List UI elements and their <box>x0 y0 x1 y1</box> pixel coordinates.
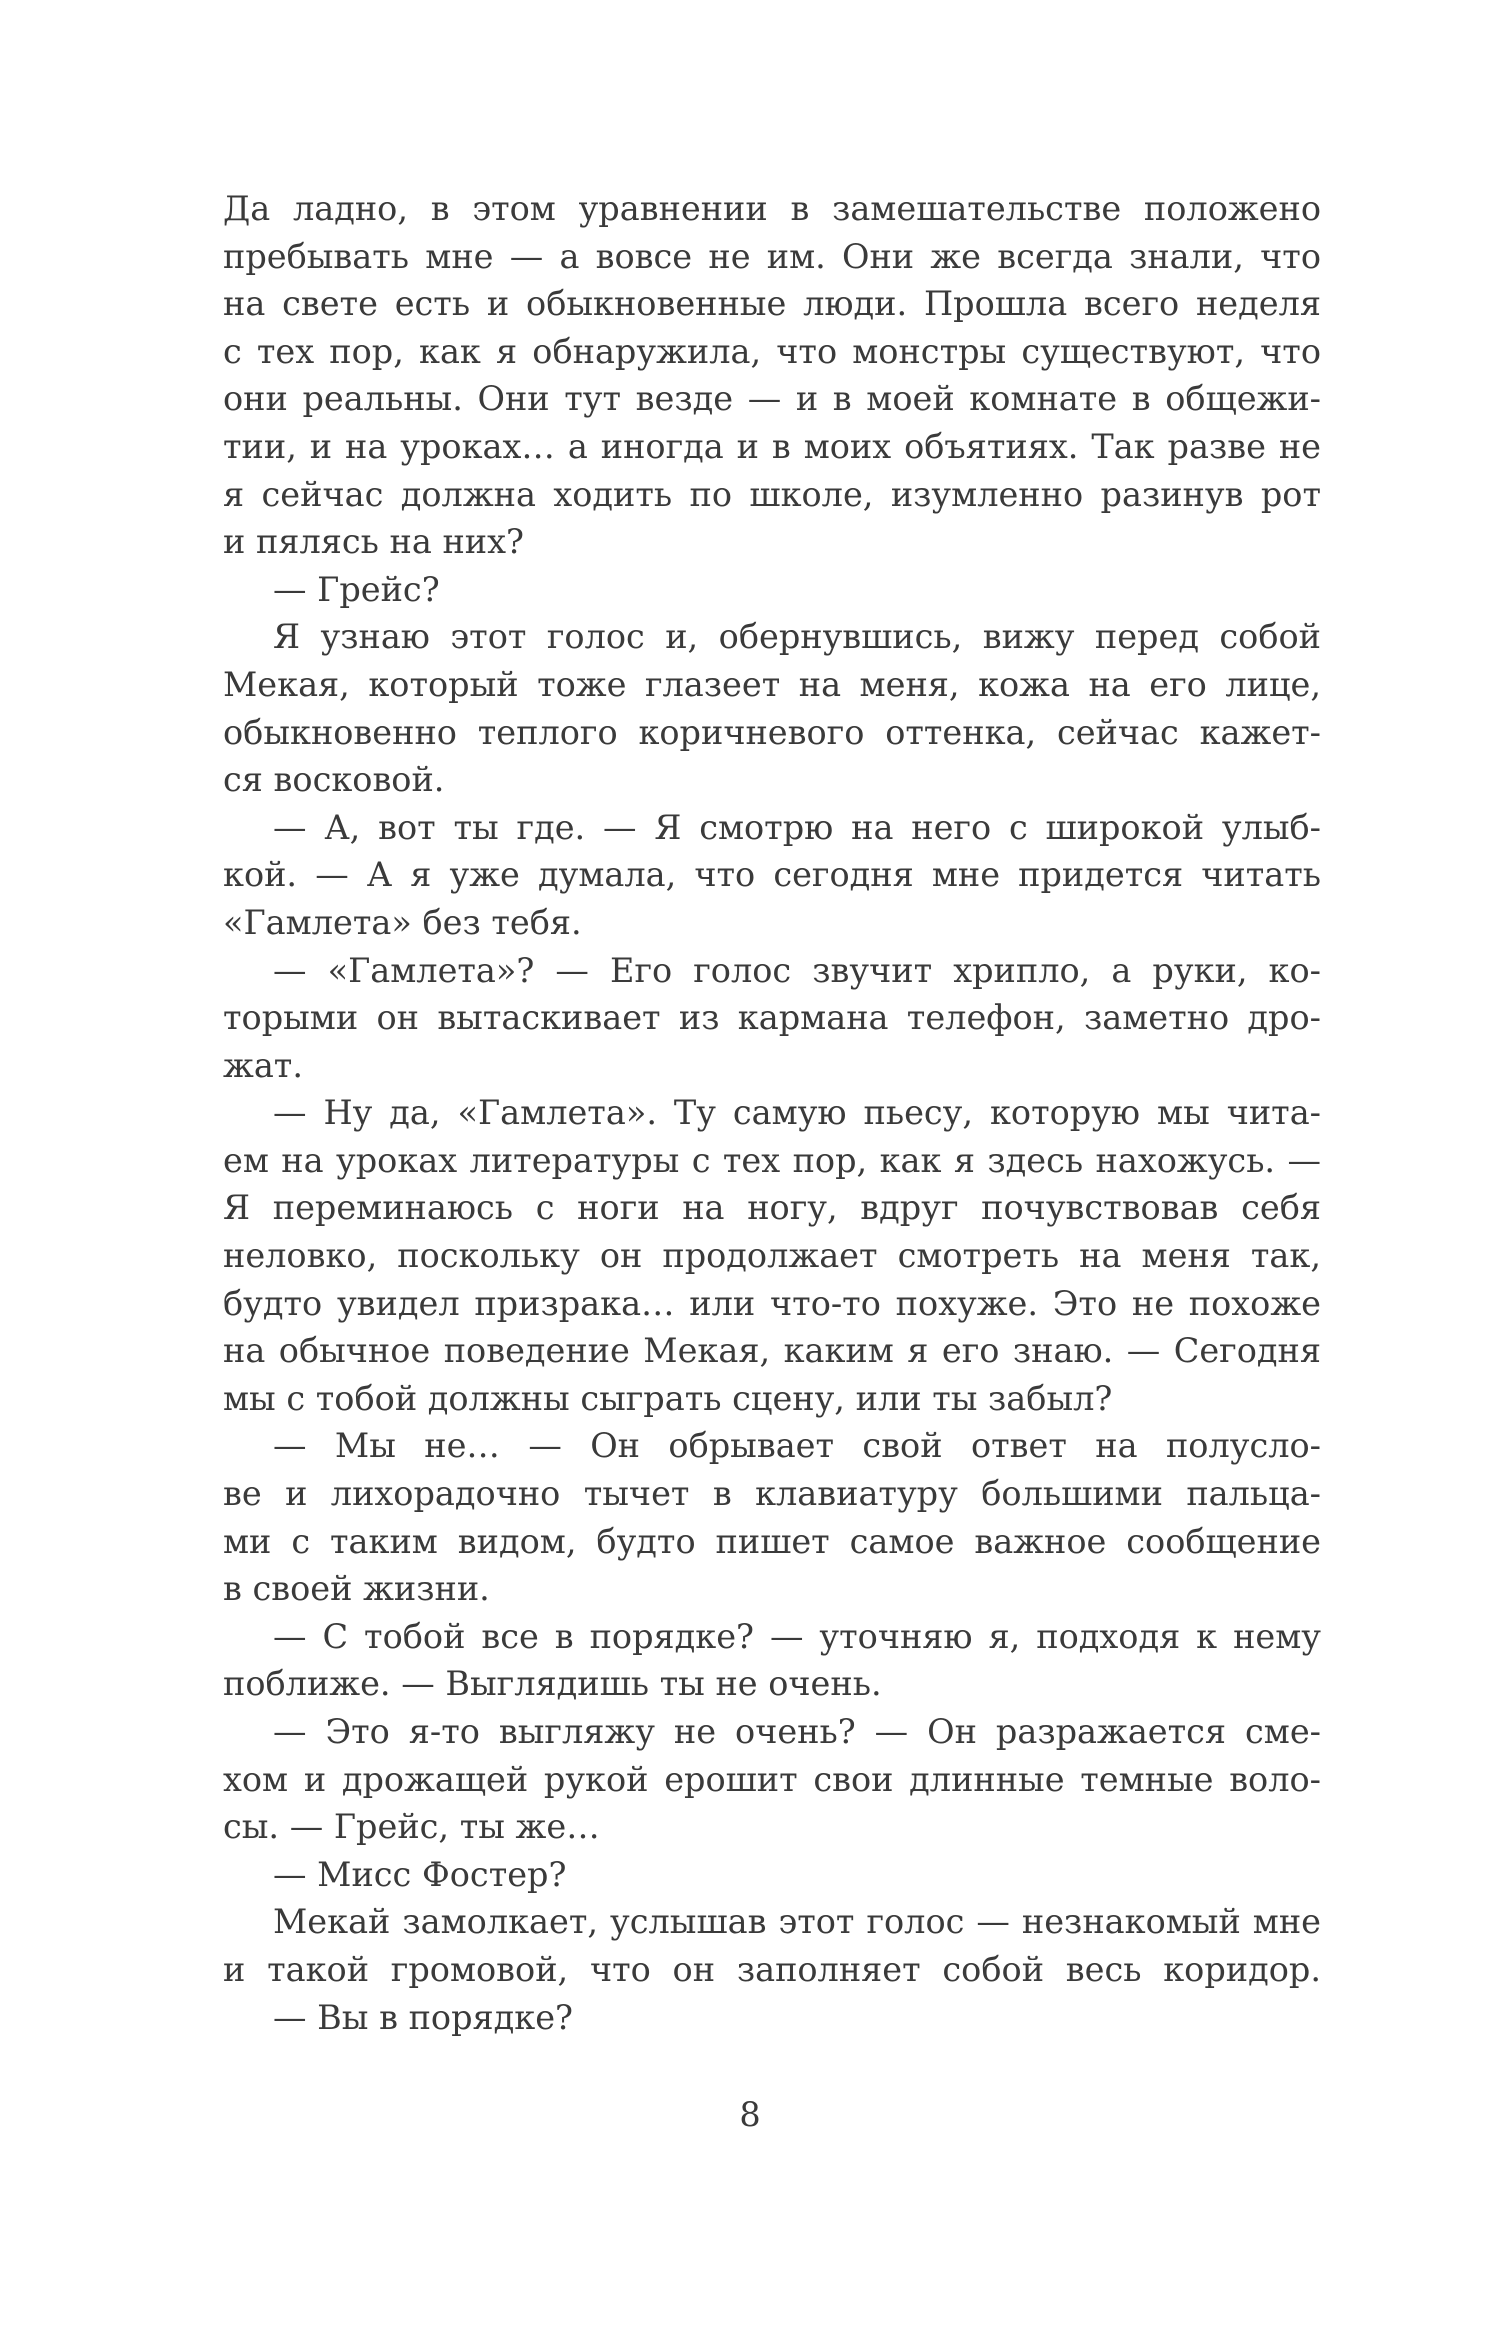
text-line: Мекай замолкает, услышав этот голос — незнакомый мне <box>273 1902 1321 1942</box>
text-line: — С тобой все в порядке? — уточняю я, подходя к нему <box>273 1616 1321 1656</box>
text-line: — Грейс? <box>273 569 440 609</box>
text-line: в своей жизни. <box>223 1569 490 1609</box>
text-line: Я переминаюсь с ноги на ногу, вдруг почувствовав себя <box>223 1188 1321 1228</box>
text-line: неловко, поскольку он продолжает смотреть на меня так, <box>223 1236 1321 1276</box>
text-line: Да ладно, в этом уравнении в замешательстве положено <box>223 189 1321 228</box>
page-number: 8 <box>739 2095 761 2134</box>
text-line: — А, вот ты где. — Я смотрю на него с широкой улыб- <box>273 807 1321 847</box>
text-line: — Мы не… — Он обрывает свой ответ на полусло- <box>273 1426 1321 1466</box>
text-line: жат. <box>223 1045 303 1085</box>
text-line: Я узнаю этот голос и, обернувшись, вижу перед собой <box>273 617 1321 657</box>
text-line: — Мисс Фостер? <box>273 1854 567 1894</box>
text-line: и пялясь на них? <box>223 522 524 562</box>
text-line: торыми он вытаскивает из кармана телефон, заметно дро- <box>223 998 1321 1038</box>
text-line: я сейчас должна ходить по школе, изумленно разинув рот <box>223 474 1321 514</box>
text-line: на свете есть и обыкновенные люди. Прошла всего неделя <box>223 284 1321 324</box>
text-line: сы. — Грейс, ты же… <box>223 1807 600 1847</box>
body-text <box>223 185 1321 2041</box>
text-line: и такой громовой, что он заполняет собой весь коридор. <box>223 1949 1321 1989</box>
text-line: — «Гамлета»? — Его голос звучит хрипло, а руки, ко- <box>273 950 1321 990</box>
text-line: — Это я-то выгляжу не очень? — Он разражается сме- <box>273 1712 1321 1751</box>
text-line: они реальны. Они тут везде — и в моей комнате в общежи- <box>223 379 1321 419</box>
text-line: тии, и на уроках… а иногда и в моих объятиях. Так разве не <box>223 426 1321 466</box>
text-line: будто увидел призрака… или что-то похуже. Это не похоже <box>223 1283 1321 1323</box>
text-line: обыкновенно теплого коричневого оттенка, сейчас кажет- <box>223 712 1321 752</box>
text-line: ся восковой. <box>223 760 445 800</box>
text-line: хом и дрожащей рукой ерошит свои длинные темные воло- <box>223 1759 1321 1799</box>
text-line: мы с тобой должны сыграть сцену, или ты забыл? <box>223 1378 1113 1418</box>
text-line: ве и лихорадочно тычет в клавиатуру большими пальца- <box>223 1474 1321 1514</box>
text-line: Мекая, который тоже глазеет на меня, кожа на его лице, <box>223 664 1321 704</box>
text-line: «Гамлета» без тебя. <box>223 902 582 942</box>
text-line: пребывать мне — а вовсе не им. Они же всегда знали, что <box>223 236 1321 276</box>
text-line: на обычное поведение Мекая, каким я его знаю. — Сегодня <box>223 1331 1321 1371</box>
text-line: — Ну да, «Гамлета». Ту самую пьесу, которую мы чита- <box>273 1093 1321 1133</box>
text-line: кой. — А я уже думала, что сегодня мне придется читать <box>223 855 1321 895</box>
text-line: ем на уроках литературы с тех пор, как я здесь нахожусь. — <box>223 1140 1321 1180</box>
text-line: с тех пор, как я обнаружила, что монстры существуют, что <box>223 331 1321 371</box>
text-line: ми с таким видом, будто пишет самое важное сообщение <box>223 1521 1321 1561</box>
text-line: — Вы в порядке? <box>273 1997 574 2037</box>
text-line: поближе. — Выглядишь ты не очень. <box>223 1664 882 1704</box>
